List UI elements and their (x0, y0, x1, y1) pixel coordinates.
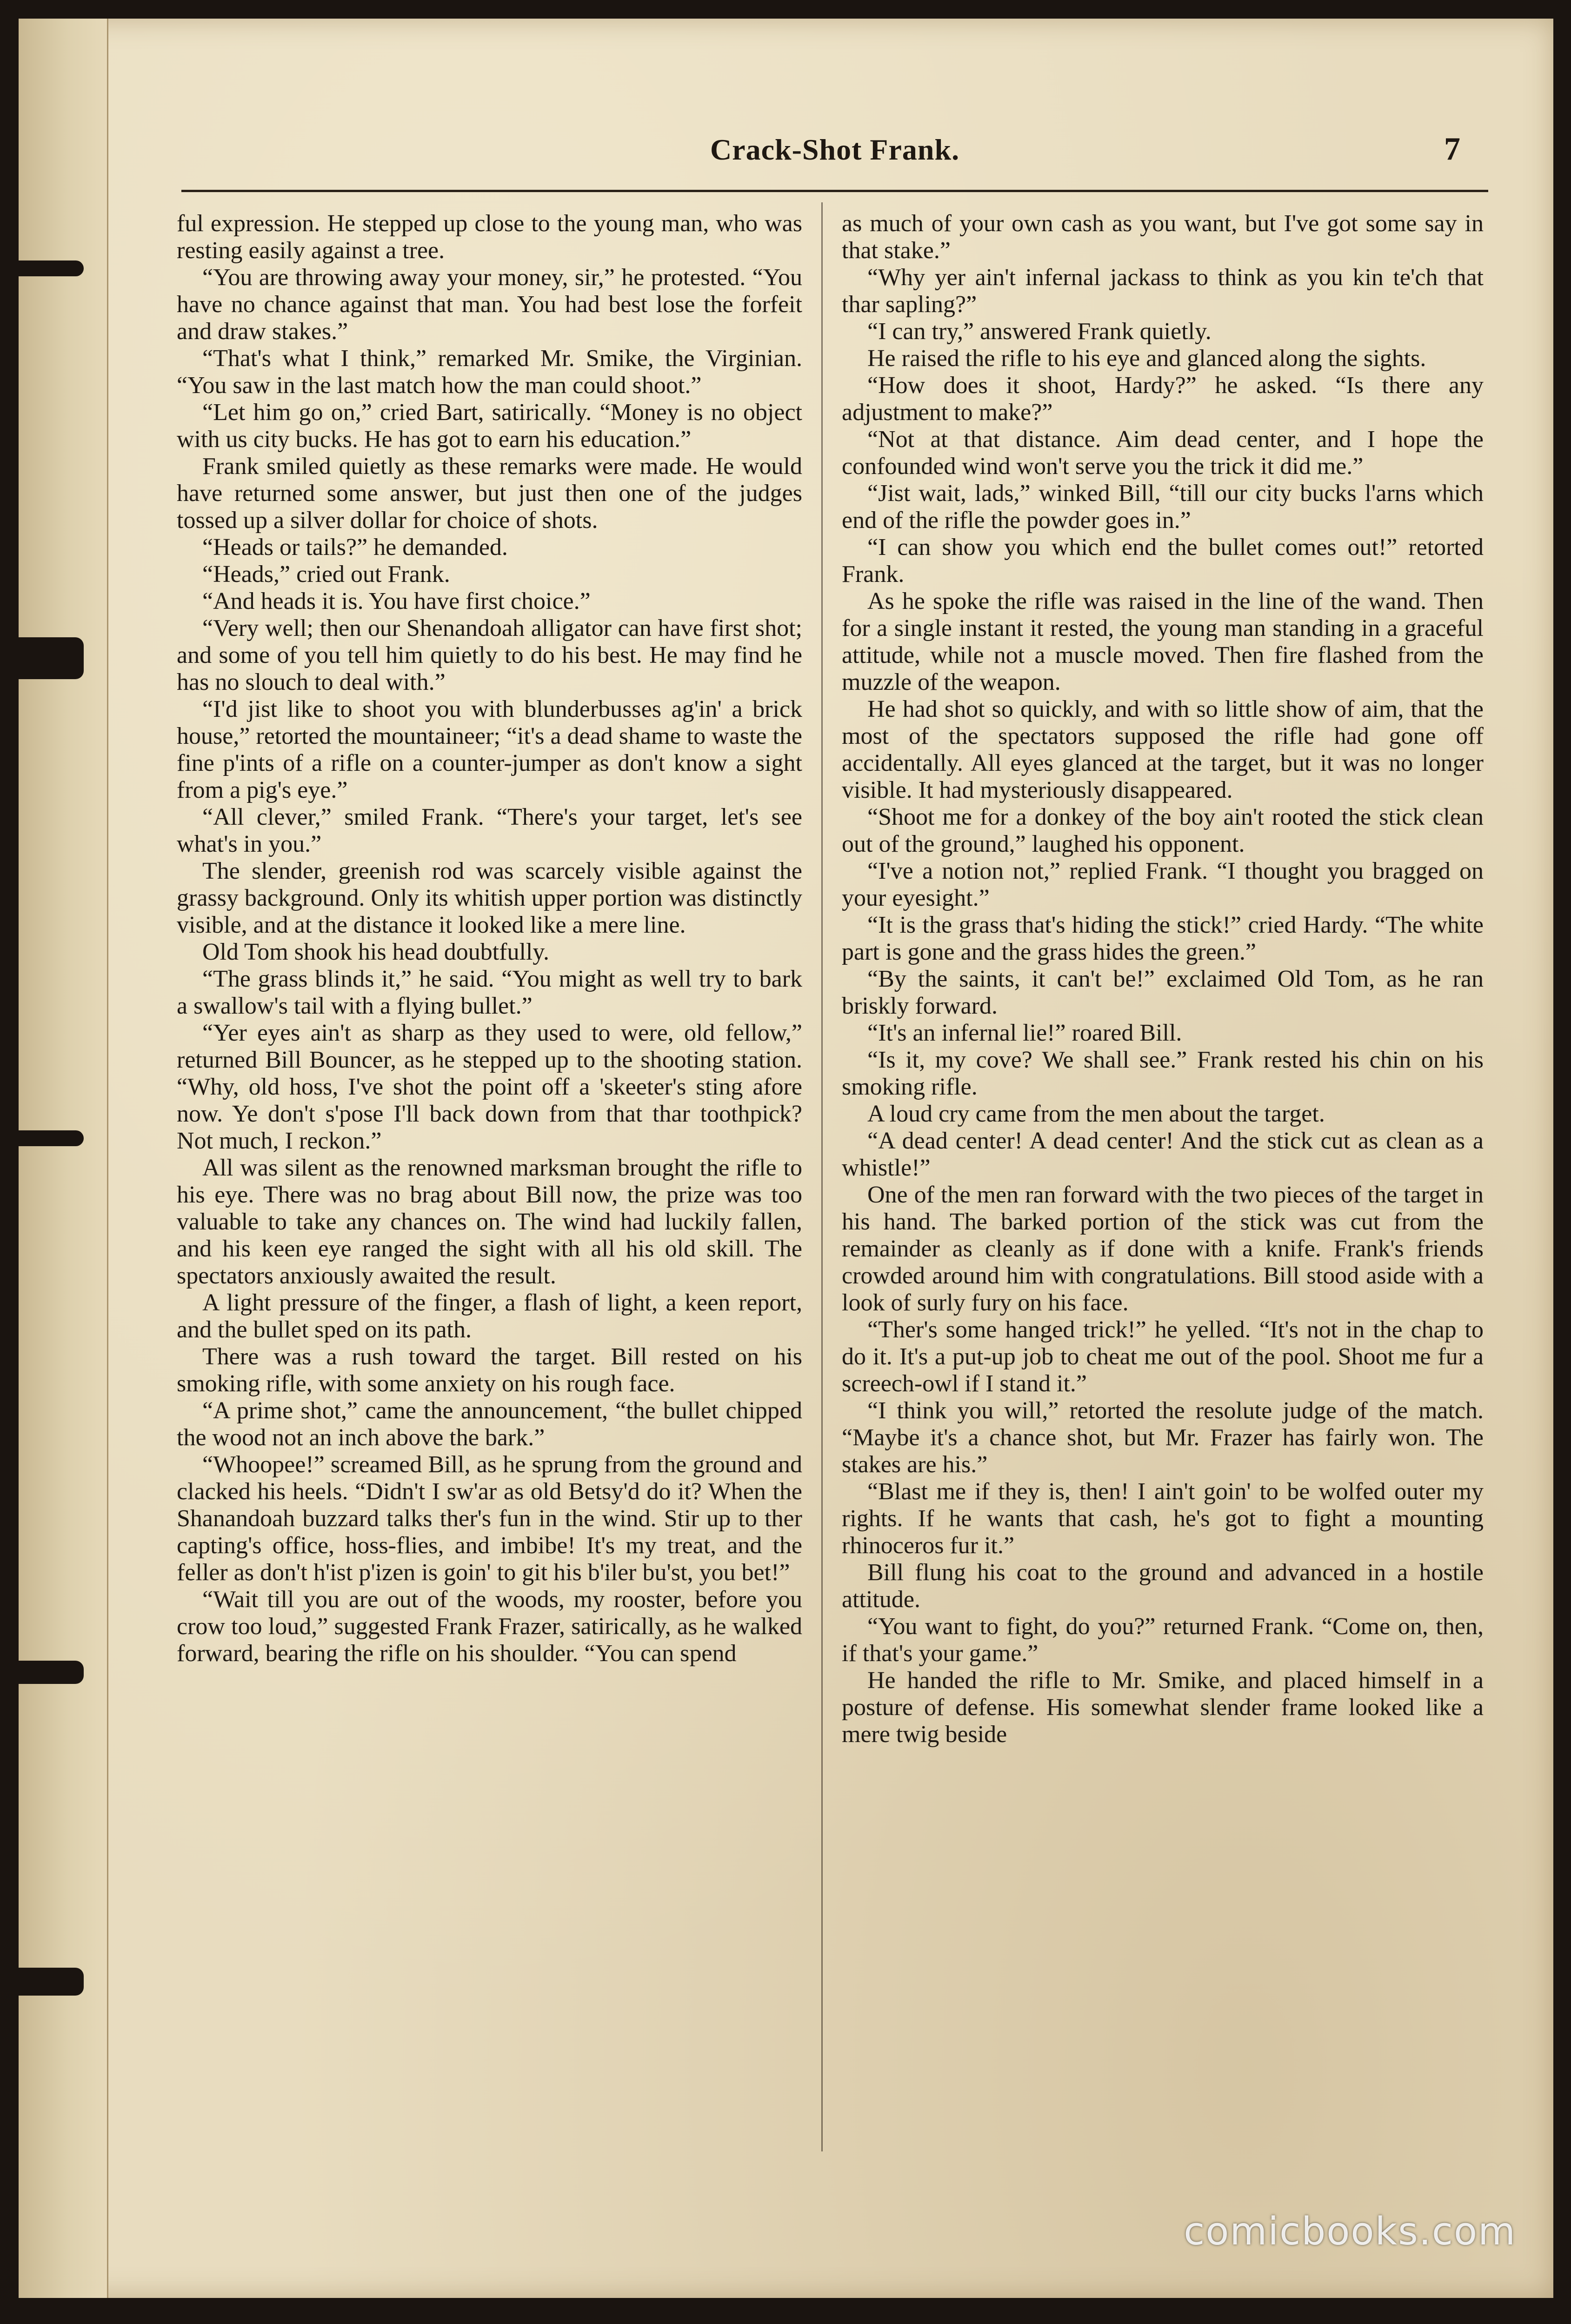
paragraph: “How does it shoot, Hardy?” he asked. “Is there any adjustment to make?” (842, 372, 1484, 426)
paragraph: “Heads or tails?” he demanded. (202, 534, 508, 561)
paragraph: “Ther's some hanged trick!” he yelled. “It's not in the chap to do it. It's a put-up job to cheat me out of the pool. Shoot me fur a screech-owl if I stand it.” (842, 1316, 1484, 1397)
paragraph: “I think you will,” retorted the resolute judge of the match. “Maybe it's a chance shot, but Mr. Frazer has fairly won. The stakes are his.” (842, 1397, 1484, 1478)
page-binding (19, 19, 108, 2298)
paragraph: He had shot so quickly, and with so little show of aim, that the most of the spectators supposed the rifle had gone off accidentally. All eyes glanced at the target, but it was no longer visible. It had mysteriously disappeared. (842, 696, 1484, 803)
paragraph: “You want to fight, do you?” returned Frank. “Come on, then, if that's your game.” (842, 1613, 1484, 1667)
paragraph: “The grass blinds it,” he said. “You might as well try to bark a swallow's tail with a flying bullet.” (177, 966, 802, 1019)
paragraph: “Very well; then our Shenandoah alligator can have first shot; and some of you tell him quietly to do his best. He may find he has no slouch to deal with.” (177, 615, 802, 695)
paragraph: “All clever,” smiled Frank. “There's your target, let's see what's in you.” (177, 804, 802, 857)
paragraph: One of the men ran forward with the two pieces of the target in his hand. The barked portion of the stick was cut from the remainder as cleanly as if done with a knife. Frank's friends crowded around him with congratulations. Bill stood aside with a look of surly fury on his face. (842, 1182, 1484, 1316)
text-column-right (842, 210, 1484, 2150)
paragraph: ful expression. He stepped up close to the young man, who was resting easily against a tree. (177, 210, 802, 264)
paragraph: “A prime shot,” came the announcement, “the bullet chipped the wood not an inch above the bark.” (177, 1397, 802, 1451)
binding-stitch (19, 1661, 84, 1684)
paragraph: “By the saints, it can't be!” exclaimed Old Tom, as he ran briskly forward. (842, 966, 1484, 1019)
paragraph: “Whoopee!” screamed Bill, as he sprung from the ground and clacked his heels. “Didn't I sw'ar as old Betsy'd do it? When the Shanandoah buzzard talks ther's fun in the wind. Stir up to ther capting's office, hoss-flies, and imbibe! It's my treat, and the feller as don't h'ist p'izen is goin' to git his b'iler bu'st, you bet!” (177, 1451, 802, 1586)
paragraph: Old Tom shook his head doubtfully. (202, 939, 550, 965)
paragraph: “Shoot me for a donkey of the boy ain't rooted the stick clean out of the ground,” laughed his opponent. (842, 804, 1484, 857)
paragraph: A loud cry came from the men about the target. (867, 1101, 1325, 1127)
paragraph: “Jist wait, lads,” winked Bill, “till our city bucks l'arns which end of the rifle the powder goes in.” (842, 480, 1484, 534)
page-header (181, 123, 1488, 179)
binding-stitch (19, 637, 84, 679)
paragraph: “Let him go on,” cried Bart, satirically. “Money is no object with us city bucks. He has got to earn his education.” (177, 399, 802, 453)
paragraph: As he spoke the rifle was raised in the line of the wand. Then for a single instant it rested, the young man standing in a graceful attitude, while not a muscle moved. Then fire flashed from the muzzle of the weapon. (842, 588, 1484, 695)
paragraph: The slender, greenish rod was scarcely visible against the grassy background. Only its whitish upper portion was distinctly visible, and at the distance it looked like a mere line. (177, 858, 802, 938)
paragraph: “And heads it is. You have first choice.” (202, 588, 591, 614)
paragraph: “Blast me if they is, then! I ain't goin' to be wolfed outer my rights. If he wants that cash, he's got to fight a mounting rhinoceros fur it.” (842, 1478, 1484, 1559)
running-title: Crack-Shot Frank. (710, 133, 960, 166)
paragraph: He raised the rifle to his eye and glanced along the sights. (867, 345, 1426, 372)
paragraph: “Why yer ain't infernal jackass to think as you kin te'ch that thar sapling?” (842, 264, 1484, 318)
paragraph: “I can try,” answered Frank quietly. (867, 318, 1212, 345)
paragraph: All was silent as the renowned marksman brought the rifle to his eye. There was no brag about Bill now, the prize was too valuable to take any chances on. The wind had luckily fallen, and his keen eye ranged the sight with all his old skill. The spectators anxiously awaited the result. (177, 1155, 802, 1289)
paragraph: “I'd jist like to shoot you with blunderbusses ag'in' a brick house,” retorted the mountaineer; “it's a dead shame to waste the fine p'ints of a rifle on a counter-jumper as don't know a sight from a pig's eye.” (177, 696, 802, 803)
paragraph: Bill flung his coat to the ground and advanced in a hostile attitude. (842, 1559, 1484, 1613)
watermark: comicbooks.com (1184, 2210, 1516, 2254)
column-divider (821, 202, 823, 2151)
paragraph: “It's an infernal lie!” roared Bill. (867, 1020, 1182, 1046)
book-page (19, 19, 1553, 2298)
paragraph: “I can show you which end the bullet comes out!” retorted Frank. (842, 534, 1484, 588)
paragraph: There was a rush toward the target. Bill rested on his smoking rifle, with some anxiety on his rough face. (177, 1343, 802, 1397)
paragraph: “It is the grass that's hiding the stick!” cried Hardy. “The white part is gone and the grass hides the green.” (842, 912, 1484, 965)
paragraph: “Wait till you are out of the woods, my rooster, before you crow too loud,” suggested Frank Frazer, satirically, as he walked forward, bearing the rifle on his shoulder. “You can spend (177, 1586, 802, 1667)
header-rule (181, 190, 1488, 192)
paragraph: “Yer eyes ain't as sharp as they used to were, old fellow,” returned Bill Bouncer, as he stepped up to the shooting station. “Why, old hoss, I've shot the point off a 'skeeter's sting afore now. Ye don't s'pose I'll back down from that thar toothpick? Not much, I reckon.” (177, 1020, 802, 1154)
paragraph: “You are throwing away your money, sir,” he protested. “You have no chance against that man. You had best lose the forfeit and draw stakes.” (177, 264, 802, 345)
binding-stitch (19, 260, 84, 276)
paragraph: Frank smiled quietly as these remarks were made. He would have returned some answer, but just then one of the judges tossed up a silver dollar for choice of shots. (177, 453, 802, 534)
paragraph: “Heads,” cried out Frank. (202, 561, 450, 588)
binding-stitch (19, 1968, 84, 1996)
paragraph: “Is it, my cove? We shall see.” Frank rested his chin on his smoking rifle. (842, 1047, 1484, 1100)
paragraph: “A dead center! A dead center! And the stick cut as clean as a whistle!” (842, 1128, 1484, 1181)
paragraph: A light pressure of the finger, a flash of light, a keen report, and the bullet sped on its path. (177, 1289, 802, 1343)
text-column-left (177, 210, 802, 2150)
binding-stitch (19, 1130, 84, 1146)
page-number: 7 (1444, 131, 1460, 167)
paragraph: “Not at that distance. Aim dead center, and I hope the confounded wind won't serve you the trick it did me.” (842, 426, 1484, 480)
paragraph: “I've a notion not,” replied Frank. “I thought you bragged on your eyesight.” (842, 858, 1484, 911)
paragraph: “That's what I think,” remarked Mr. Smike, the Virginian. “You saw in the last match how the man could shoot.” (177, 345, 802, 399)
paragraph: He handed the rifle to Mr. Smike, and placed himself in a posture of defense. His somewhat slender frame looked like a mere twig beside (842, 1667, 1484, 1748)
paragraph: as much of your own cash as you want, but I've got some say in that stake.” (842, 210, 1484, 264)
